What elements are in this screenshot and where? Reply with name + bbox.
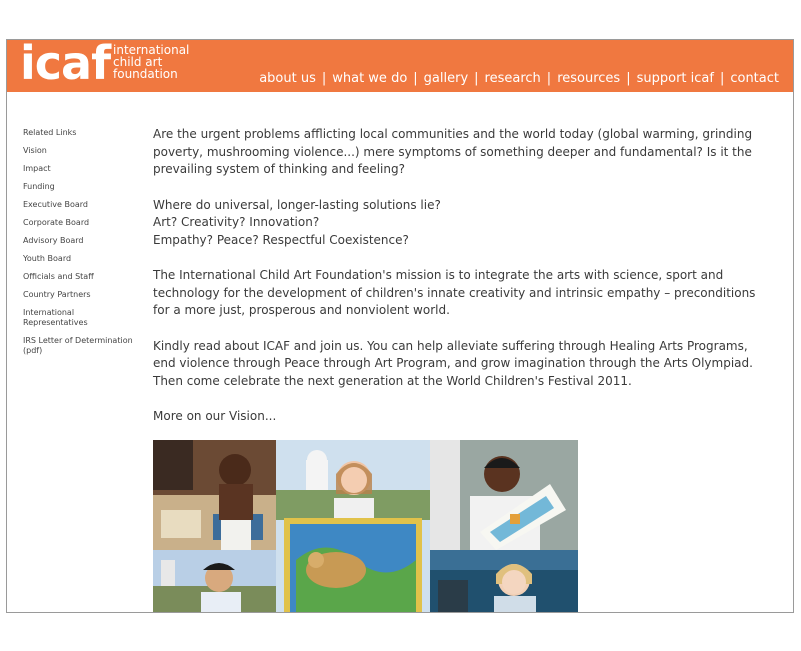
main-nav (259, 71, 779, 86)
tagline-line: foundation (113, 67, 178, 81)
mission-paragraph: The International Child Art Foundation's mission is to integrate the arts with science, sport and technology for the development of children's innate creativity and intrinsic empathy – preconditions for a more just, prosperous and nonviolent world. (153, 268, 756, 317)
nav-separator: | (413, 71, 418, 86)
photo-collage (153, 440, 578, 613)
sidebar-link-international-representatives[interactable]: International Representatives (23, 308, 88, 327)
nav-separator: | (626, 71, 631, 86)
sidebar-link-youth-board[interactable]: Youth Board (23, 254, 72, 263)
questions-paragraph (153, 197, 771, 250)
photo-girl-with-painting (276, 440, 430, 613)
sidebar-link-corporate-board[interactable]: Corporate Board (23, 218, 90, 227)
sidebar-link-related-links[interactable]: Related Links (23, 128, 77, 137)
question-line: Art? Creativity? Innovation? (153, 215, 320, 229)
sidebar (23, 128, 133, 364)
join-paragraph: Kindly read about ICAF and join us. You can help alleviate suffering through Healing Arts Programs, end violence through Peace through Art Program, and grow imagination through the Arts Olympiad. Then come celebrate the next generation at the World Children's Festival 2011. (153, 338, 753, 388)
nav-separator: | (546, 71, 552, 86)
nav-separator: | (719, 71, 725, 86)
sidebar-link-vision[interactable]: Vision (23, 146, 47, 155)
sidebar-link-impact[interactable]: Impact (23, 164, 51, 173)
nav-gallery[interactable]: gallery (423, 71, 469, 86)
question-line: Empathy? Peace? Respectful Coexistence? (153, 232, 409, 247)
nav-research[interactable]: research (484, 71, 541, 86)
sidebar-link-advisory-board[interactable]: Advisory Board (23, 236, 84, 245)
nav-separator: | (321, 71, 327, 86)
logo-tagline (113, 44, 213, 80)
nav-contact[interactable]: contact (730, 71, 779, 86)
intro-paragraph: Are the urgent problems afflicting local communities and the world today (global warming, grinding poverty, mushrooming violence...) mere symptoms of something deeper and fundamental? Is it the prevailing system of thinking and feeling? (153, 127, 753, 176)
tagline-line: child art (113, 55, 163, 69)
site-header (7, 40, 793, 92)
sidebar-link-officials-staff[interactable]: Officials and Staff (23, 272, 94, 281)
sidebar-link-country-partners[interactable]: Country Partners (23, 290, 91, 299)
photo-girl-smiling (430, 550, 578, 613)
photo-boy-with-cap (153, 550, 276, 613)
more-vision-link[interactable]: More on our Vision... (153, 409, 277, 423)
nav-what-we-do[interactable]: what we do (332, 71, 408, 86)
nav-support-icaf[interactable]: support icaf (636, 71, 714, 86)
question-line: Where do universal, longer-lasting solutions lie? (153, 197, 441, 212)
sidebar-link-funding[interactable]: Funding (23, 182, 55, 191)
sidebar-link-irs-letter[interactable]: IRS Letter of Determination (pdf) (23, 336, 133, 355)
nav-resources[interactable]: resources (557, 71, 621, 86)
nav-separator: | (474, 71, 479, 86)
photo-boy-with-drawing (430, 440, 578, 550)
nav-about-us[interactable]: about us (259, 71, 316, 86)
photo-child-drawing (153, 440, 276, 550)
page-frame (6, 39, 794, 613)
main-content (153, 126, 771, 444)
logo[interactable]: icaf (20, 39, 111, 90)
sidebar-link-executive-board[interactable]: Executive Board (23, 200, 89, 209)
tagline-line: international (113, 43, 190, 57)
